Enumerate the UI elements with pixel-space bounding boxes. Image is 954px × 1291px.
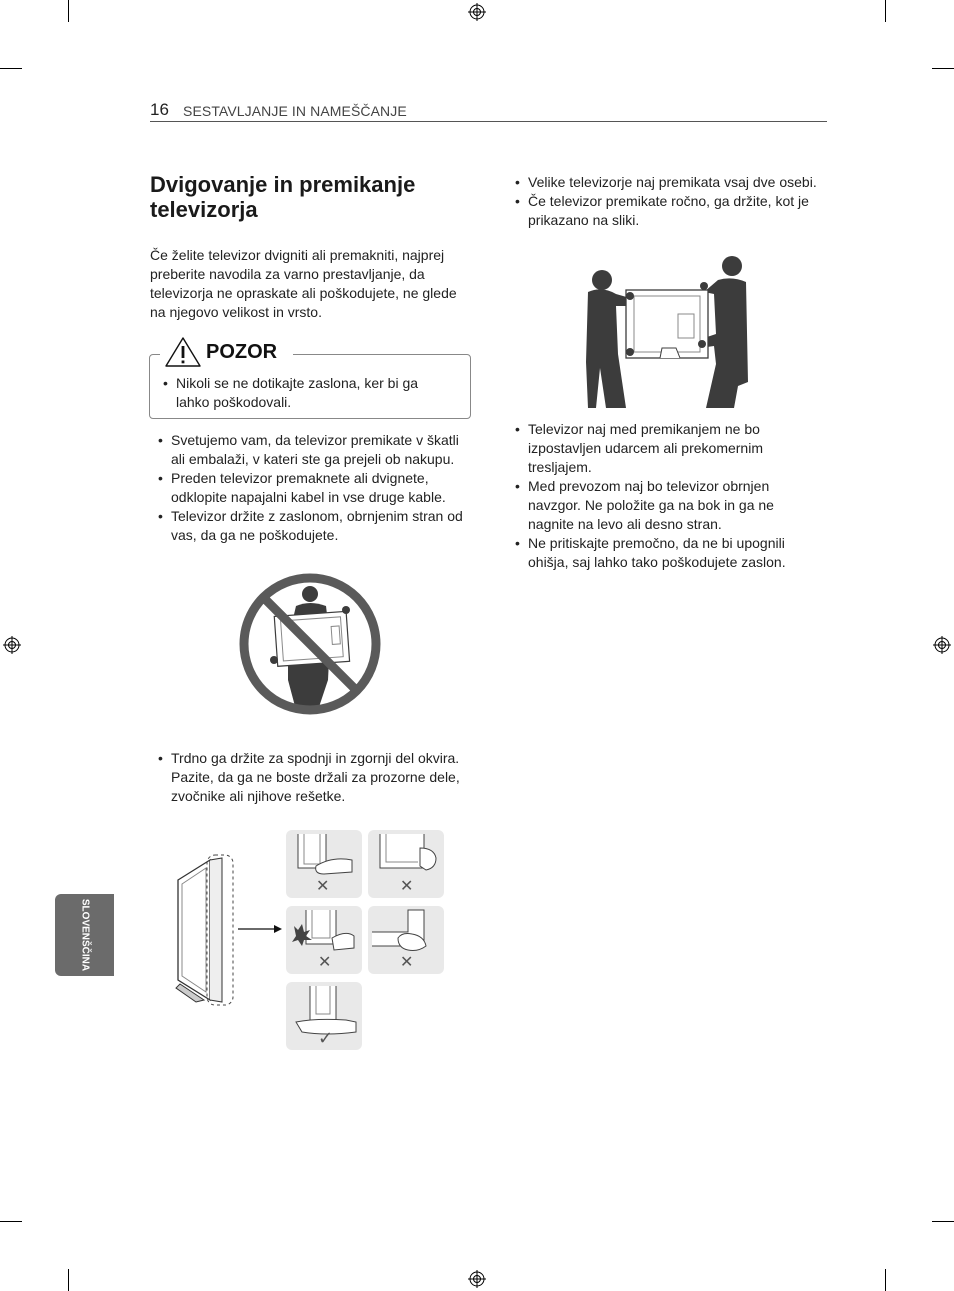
prohibited-carry-illustration bbox=[236, 570, 384, 718]
section-title: SESTAVLJANJE IN NAMEŠČANJE bbox=[183, 103, 407, 119]
page-number: 16 bbox=[150, 100, 169, 119]
moving-tips-list bbox=[158, 431, 473, 545]
registration-mark-icon bbox=[3, 636, 21, 654]
incorrect-mark: ✕ bbox=[318, 954, 332, 971]
list-item: • Preden televizor premaknete ali dvignete, odklopite napajalni kabel in vse druge kable. bbox=[158, 469, 473, 507]
caution-list bbox=[163, 374, 453, 412]
list-item: • Ne pritiskajte premočno, da ne bi upognili ohišja, saj lahko tako poškodujete zaslon. bbox=[515, 534, 815, 572]
crop-mark bbox=[885, 0, 886, 22]
two-person-list bbox=[515, 173, 835, 230]
crop-mark bbox=[932, 1221, 954, 1222]
intro-paragraph: Če želite televizor dvigniti ali premakniti, najprej preberite navodila za varno prestavljanje, da televizorja ne opraskate ali poškodujete, ne glede na njegovo velikost in vrsto. bbox=[150, 247, 457, 320]
page-heading: Dvigovanje in premikanje televizorja bbox=[150, 172, 416, 222]
crop-mark bbox=[68, 1269, 69, 1291]
list-item: • Velike televizorje naj premikata vsaj dve osebi. bbox=[515, 173, 835, 192]
language-tab bbox=[55, 894, 114, 976]
header-rule bbox=[150, 121, 827, 122]
list-item: • Če televizor premikate ročno, ga držite, kot je prikazano na sliki. bbox=[515, 192, 835, 230]
list-item: • Nikoli se ne dotikajte zaslona, ker bi ga lahko poškodovali. bbox=[163, 374, 453, 412]
crop-mark bbox=[0, 1221, 22, 1222]
list-item: • Svetujemo vam, da televizor premikate v škatli ali embalaži, v kateri ste ga prejeli ob nakupu. bbox=[158, 431, 473, 469]
crop-mark bbox=[0, 68, 22, 69]
tv-side-illustration bbox=[170, 852, 290, 1010]
grip-tips-list bbox=[158, 749, 473, 806]
registration-mark-icon bbox=[468, 1270, 486, 1288]
crop-mark bbox=[68, 0, 69, 22]
list-item: • Televizor držite z zaslonom, obrnjenim stran od vas, da ga ne poškodujete. bbox=[158, 507, 473, 545]
list-item: • Televizor naj med premikanjem ne bo izpostavljen udarcem ali prekomernim tresljajem. bbox=[515, 420, 815, 477]
grip-panel bbox=[286, 906, 362, 974]
grip-panel bbox=[368, 906, 444, 974]
list-item: • Trdno ga držite za spodnji in zgornji del okvira. Pazite, da ga ne boste držali za prozorne dele, zvočnike ali njihove rešetke. bbox=[158, 749, 473, 806]
correct-mark: ✓ bbox=[318, 1028, 334, 1048]
grip-panel bbox=[286, 830, 362, 898]
incorrect-mark: ✕ bbox=[400, 878, 414, 895]
crop-mark bbox=[885, 1269, 886, 1291]
warning-icon bbox=[164, 336, 202, 368]
registration-mark-icon bbox=[933, 636, 951, 654]
caution-header bbox=[160, 332, 293, 372]
caution-title: POZOR bbox=[206, 340, 278, 363]
grip-panel bbox=[368, 830, 444, 898]
two-person-carry-illustration bbox=[586, 252, 748, 410]
list-item: • Med prevozom naj bo televizor obrnjen navzgor. Ne položite ga na bok in ga ne nagnite na levo ali desno stran. bbox=[515, 477, 815, 534]
transport-tips-list bbox=[515, 420, 815, 572]
incorrect-mark: ✕ bbox=[400, 954, 414, 971]
registration-mark-icon bbox=[468, 3, 486, 21]
grip-panel bbox=[286, 982, 362, 1050]
language-tab-label: SLOVENŠČINA bbox=[79, 898, 90, 972]
incorrect-mark: ✕ bbox=[316, 878, 330, 895]
crop-mark bbox=[932, 68, 954, 69]
